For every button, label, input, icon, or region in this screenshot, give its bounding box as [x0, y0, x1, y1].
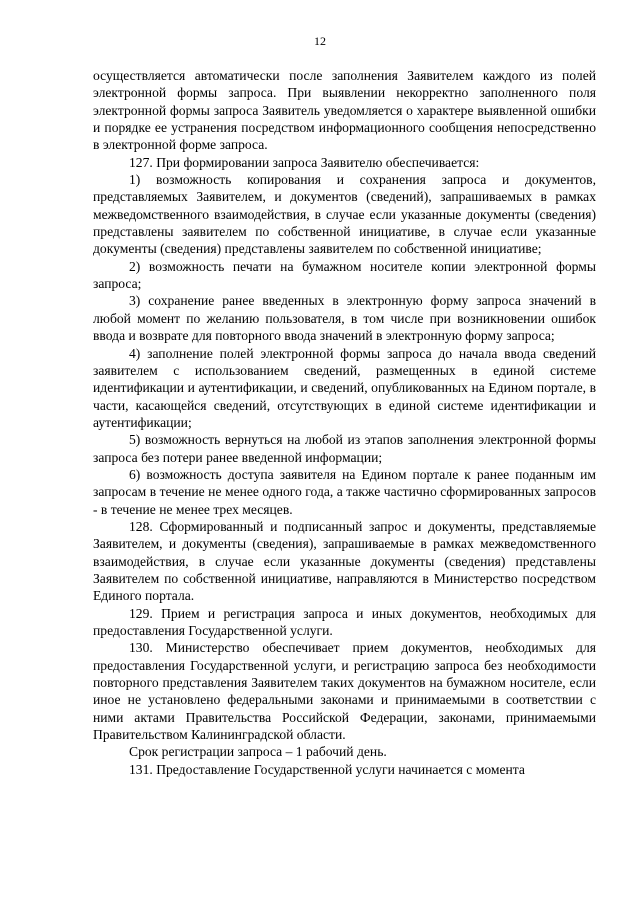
- list-item-5: 5) возможность вернуться на любой из этапов заполнения электронной формы запроса без потери ранее введенной информации;: [93, 432, 596, 465]
- paragraph-registration-term: Срок регистрации запроса – 1 рабочий день.: [129, 744, 387, 760]
- paragraph-127: 127. При формировании запроса Заявителю обеспечивается:: [129, 154, 480, 170]
- document-body: [93, 67, 596, 778]
- list-item-2: 2) возможность печати на бумажном носителе копии электронной формы запроса;: [93, 258, 596, 292]
- list-item-6: 6) возможность доступа заявителя на Едином портале к ранее поданным им запросам в течение не менее одного года, а также частично сформированных запросов - в течение не менее трех месяцев.: [93, 466, 596, 517]
- paragraph-131: 131. Предоставление Государственной услуги начинается с момента: [129, 761, 525, 777]
- list-item-3: 3) сохранение ранее введенных в электронную форму запроса значений в любой момент по желанию пользователя, в том числе при возникновении ошибок ввода и возврате для повторного ввода значений в электронную форму запроса;: [93, 293, 596, 344]
- paragraph-continuation: осуществляется автоматически после заполнения Заявителем каждого из полей электронной формы запроса. При выявлении некорректно заполненного поля электронной формы запроса Заявитель уведомляется о характере выявленной ошибки и порядке ее устранения посредством информационного сообщения непосредственно в электронной форме запроса.: [93, 68, 596, 153]
- paragraph-129: 129. Прием и регистрация запроса и иных документов, необходимых для предоставления Государственной услуги.: [93, 605, 596, 638]
- page-number: 12: [314, 34, 326, 48]
- paragraph-130: 130. Министерство обеспечивает прием документов, необходимых для предоставления Государственной услуги, и регистрацию запроса без необходимости повторного представления Заявителем таких документов на бумажном носителе, если иное не установлено федеральными законами и принимаемыми в соответствии с ними актами Правительства Российской Федерации, законами, принимаемыми Правительством Калининградской области.: [93, 640, 596, 743]
- list-item-4: 4) заполнение полей электронной формы запроса до начала ввода сведений заявителем с использованием сведений, размещенных в единой системе идентификации и аутентификации, и сведений, опубликованных на Едином портале, в части, касающейся сведений, отсутствующих в единой системе идентификации и аутентификации;: [93, 345, 596, 430]
- list-item-1: 1) возможность копирования и сохранения запроса и документов, представляемых Заявителем, и документов (сведений), запрашиваемых в рамках межведомственного взаимодействия, в случае если указанные документы (сведения) представлены заявителем по собственной инициативе, в случае если указанные документы (сведения) представлены заявителем по собственной инициативе;: [93, 172, 596, 257]
- paragraph-128: 128. Сформированный и подписанный запрос и документы, представляемые Заявителем, и документы (сведения), запрашиваемые в рамках межведомственного взаимодействия, в случае если указанные документы (сведения) представлены Заявителем по собственной инициативе, направляются в Министерство посредством Единого портала.: [93, 518, 596, 604]
